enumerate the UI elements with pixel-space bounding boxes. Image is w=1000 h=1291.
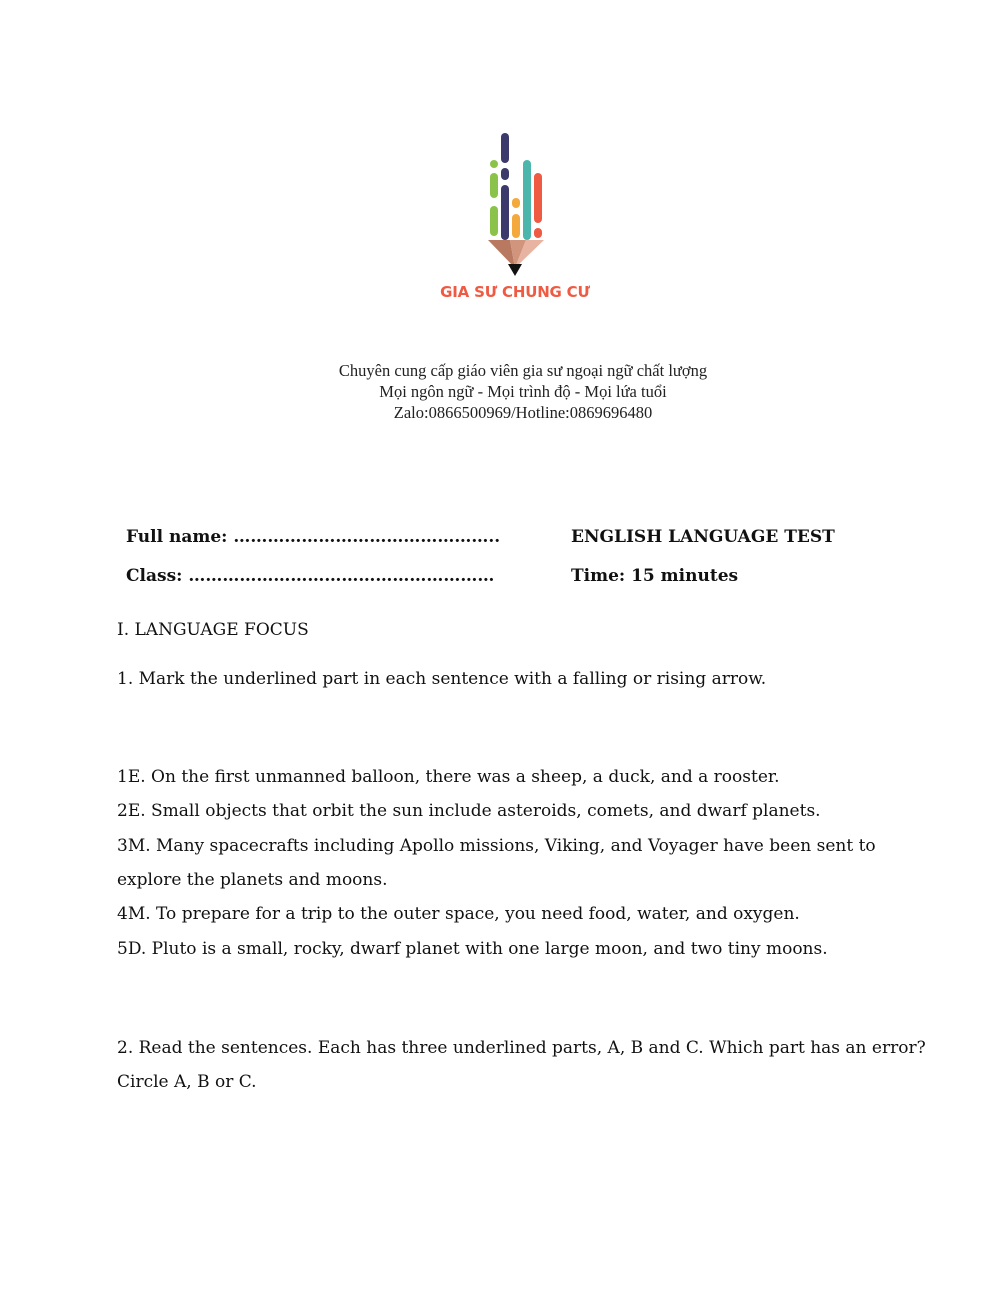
tagline-line-1: Chuyên cung cấp giáo viên gia sư ngoại ngữ chất lượng <box>338 361 708 380</box>
tagline-contact: Zalo:0866500969/Hotline:0869696480 <box>393 403 653 422</box>
sentence-4: 4M. To prepare for a trip to the outer space, you need food, water, and oxygen. <box>117 904 800 924</box>
task-1-instruction: 1. Mark the underlined part in each sentence with a falling or rising arrow. <box>117 669 767 689</box>
sentence-2: 2E. Small objects that orbit the sun include asteroids, comets, and dwarf planets. <box>117 801 821 821</box>
tagline-line-2: Mọi ngôn ngữ - Mọi trình độ - Mọi lứa tuổi <box>379 382 667 401</box>
header-tagline <box>0 360 1000 423</box>
test-time: Time: 15 minutes <box>571 566 739 586</box>
sentence-3: 3M. Many spacecrafts including Apollo missions, Viking, and Voyager have been sent to <box>117 836 876 856</box>
class-field: Class: ……………………………………………… <box>126 566 495 586</box>
sentence-5: 5D. Pluto is a small, rocky, dwarf planet with one large moon, and two tiny moons. <box>117 939 828 959</box>
task-2-instruction-continued: Circle A, B or C. <box>117 1072 257 1092</box>
logo <box>430 128 600 318</box>
sentence-1: 1E. On the first unmanned balloon, there was a sheep, a duck, and a rooster. <box>117 767 780 787</box>
full-name-field: Full name: ……………………………………….. <box>126 527 501 547</box>
test-title: ENGLISH LANGUAGE TEST <box>571 527 835 547</box>
sentence-3-continued: explore the planets and moons. <box>117 870 388 890</box>
task-2-instruction: 2. Read the sentences. Each has three underlined parts, A, B and C. Which part has an error? <box>117 1038 926 1058</box>
pencil-logo-icon <box>430 128 600 283</box>
section-title: I. LANGUAGE FOCUS <box>117 620 309 640</box>
logo-text: GIA SƯ CHUNG CƯ <box>440 283 590 301</box>
